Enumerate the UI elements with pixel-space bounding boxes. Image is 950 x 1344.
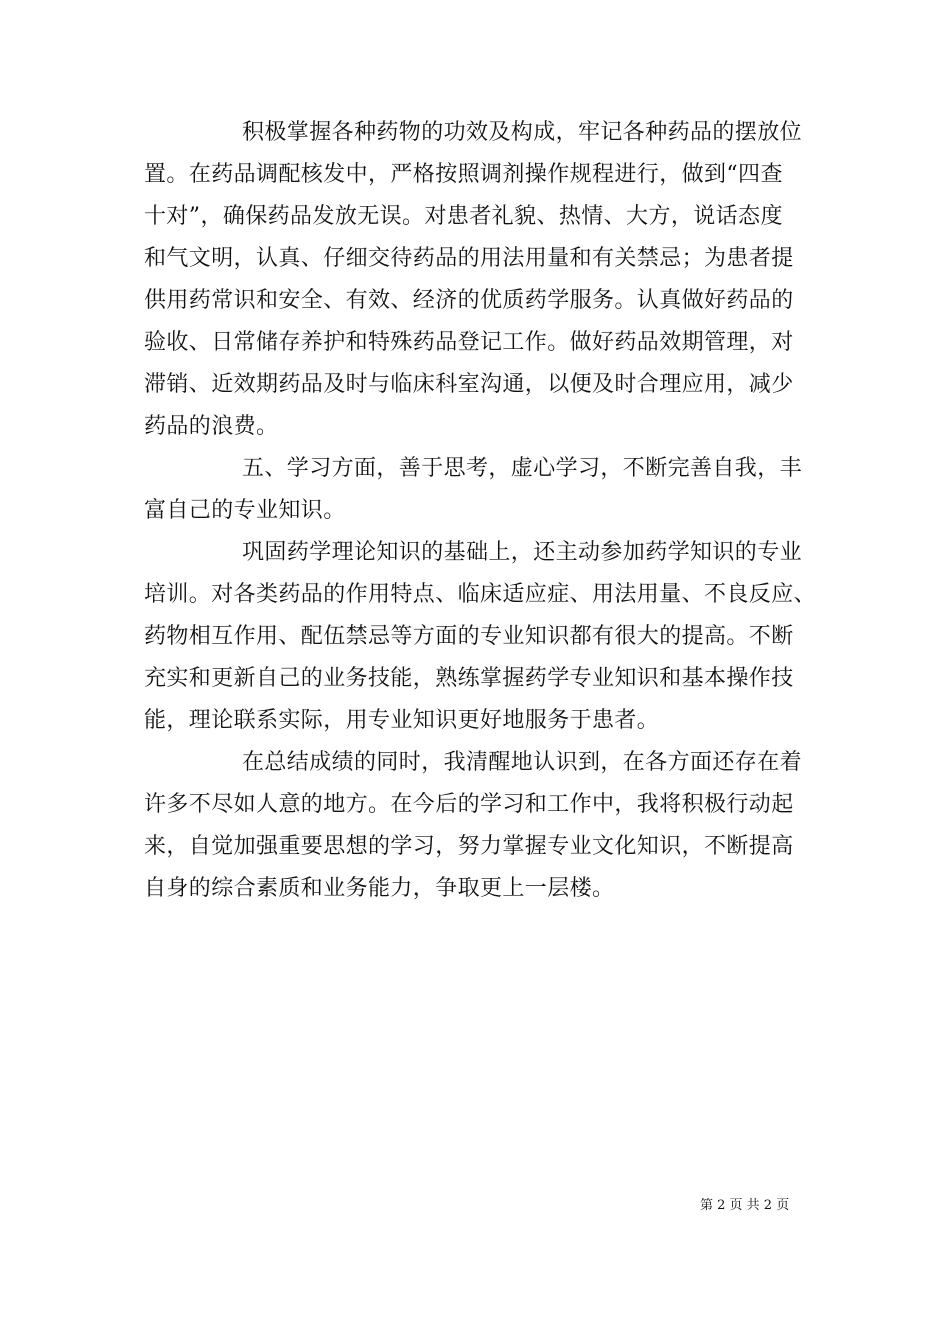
paragraph-line: 十对”，确保药品发放无误。对患者礼貌、热情、大方，说话态度 (144, 204, 783, 229)
paragraph-line: 验收、日常储存养护和特殊药品登记工作。做好药品效期管理，对 (144, 330, 794, 355)
paragraph-line: 供用药常识和安全、有效、经济的优质药学服务。认真做好药品的 (144, 288, 794, 313)
paragraph-line: 药品的浪费。 (144, 414, 279, 439)
section-heading-line: 五、学习方面，善于思考，虚心学习，不断完善自我，丰 (242, 456, 803, 481)
paragraph-line: 滞销、近效期药品及时与临床科室沟通，以便及时合理应用，减少 (144, 372, 794, 397)
paragraph-line: 置。在药品调配核发中，严格按照调剂操作规程进行，做到“四查 (144, 162, 783, 187)
paragraph-line: 和气文明，认真、仔细交待药品的用法用量和有关禁忌；为患者提 (144, 246, 794, 271)
section-heading-line: 富自己的专业知识。 (144, 498, 346, 523)
paragraph-line: 充实和更新自己的业务技能，熟练掌握药学专业知识和基本操作技 (144, 666, 794, 691)
paragraph-line: 积极掌握各种药物的功效及构成，牢记各种药品的摆放位 (242, 120, 803, 145)
paragraph-line: 许多不尽如人意的地方。在今后的学习和工作中，我将积极行动起 (144, 792, 794, 817)
paragraph-line: 药物相互作用、配伍禁忌等方面的专业知识都有很大的提高。不断 (144, 624, 794, 649)
page-number-footer: 第 2 页 共 2 页 (700, 1198, 790, 1213)
paragraph-line: 在总结成绩的同时，我清醒地认识到，在各方面还存在着 (242, 750, 803, 775)
paragraph-line: 培训。对各类药品的作用特点、临床适应症、用法用量、不良反应、 (144, 582, 817, 607)
paragraph-line: 巩固药学理论知识的基础上，还主动参加药学知识的专业 (242, 540, 803, 565)
paragraph-line: 来，自觉加强重要思想的学习，努力掌握专业文化知识，不断提高 (144, 834, 794, 859)
paragraph-line: 能，理论联系实际，用专业知识更好地服务于患者。 (144, 708, 660, 733)
paragraph-line: 自身的综合素质和业务能力，争取更上一层楼。 (144, 876, 615, 901)
document-body (144, 112, 817, 910)
